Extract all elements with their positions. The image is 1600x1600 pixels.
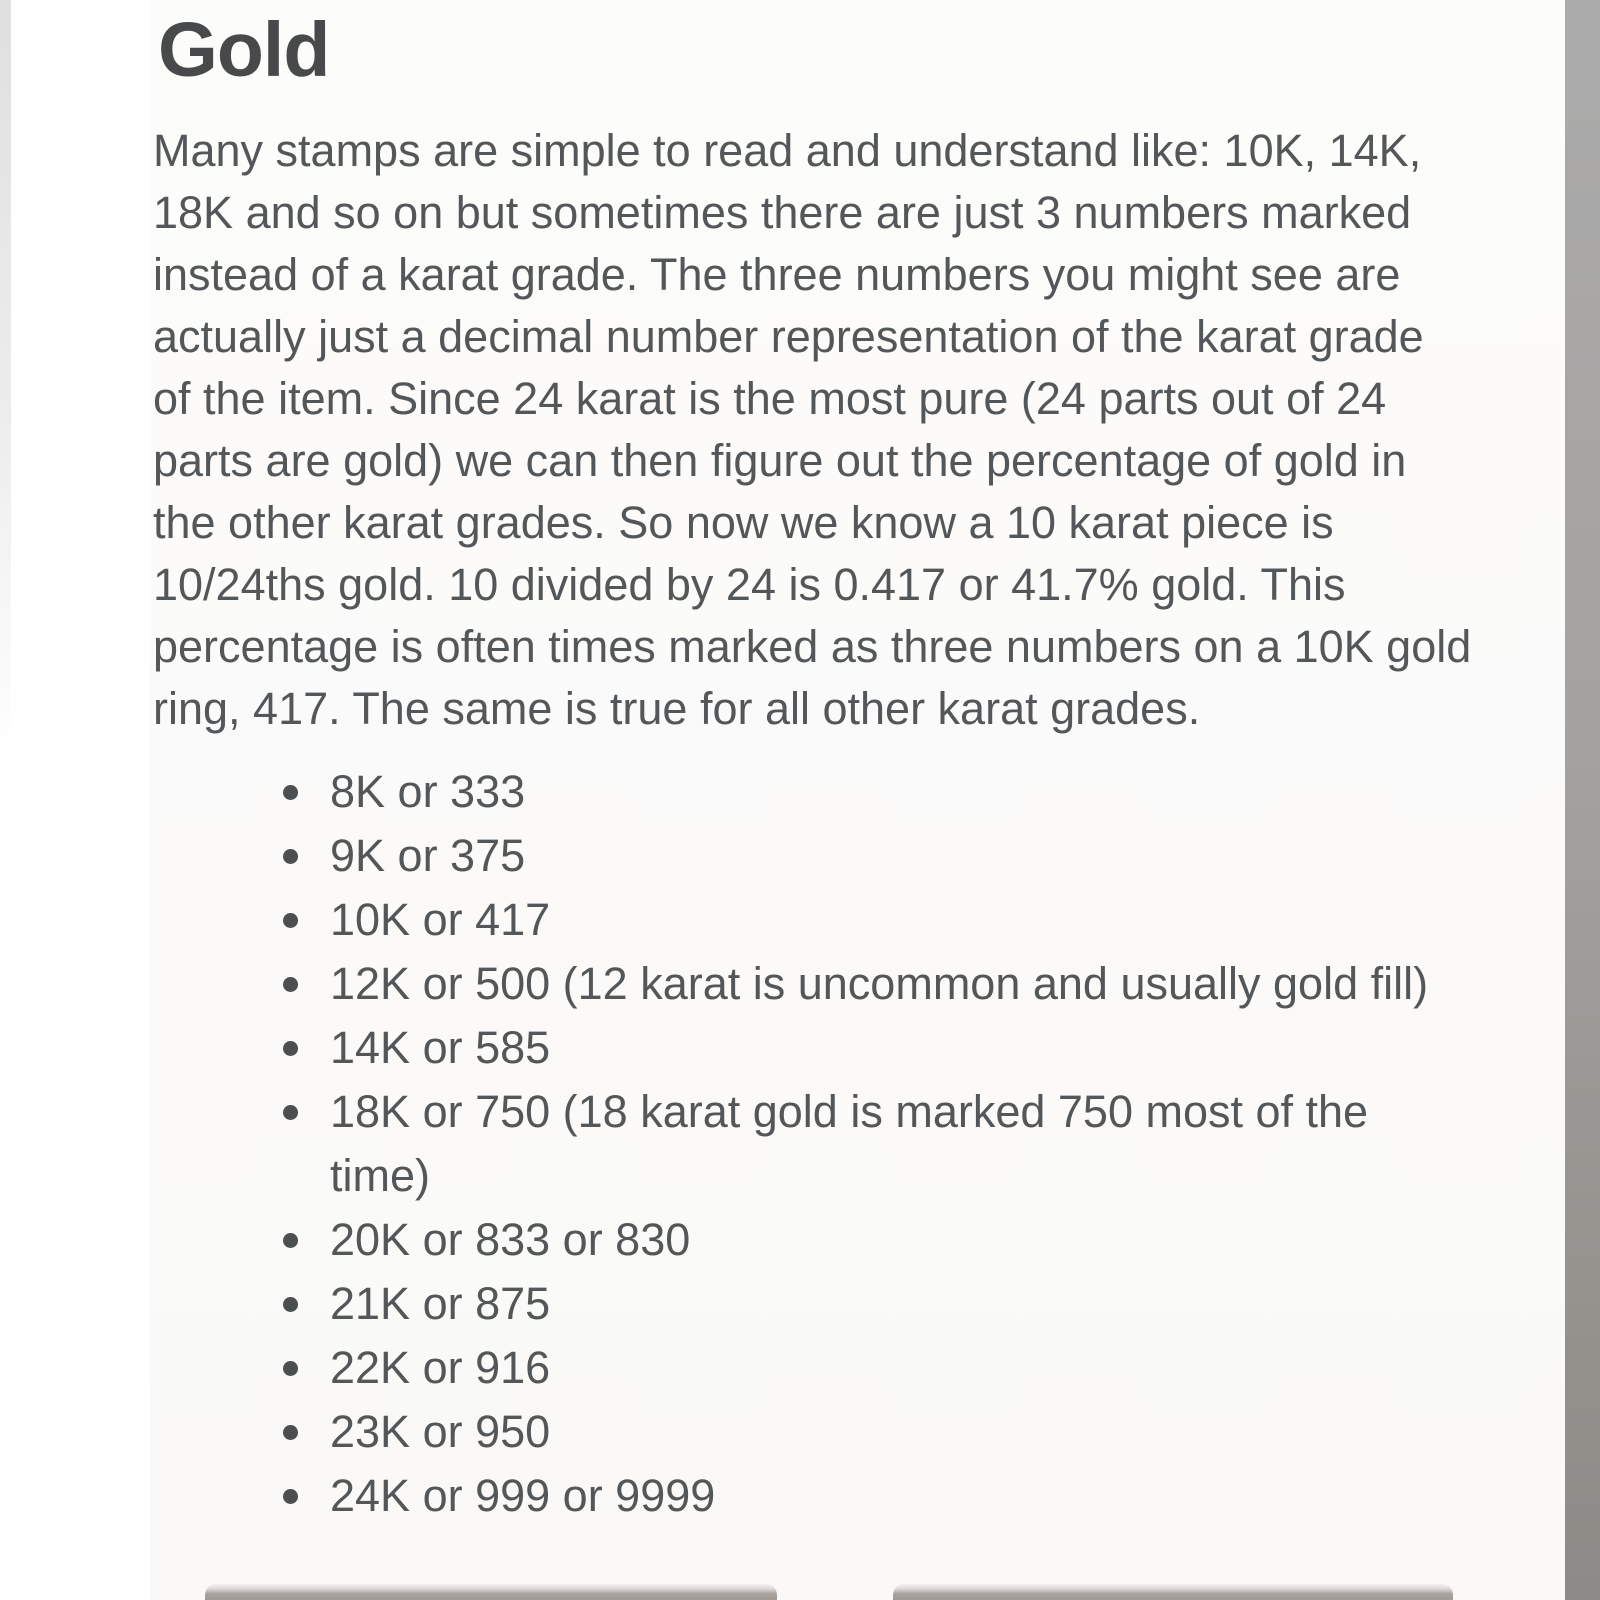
bullet-dot-icon: [283, 785, 298, 800]
bullet-dot-icon: [283, 913, 298, 928]
paragraph-line: instead of a karat grade. The three numbers you might see are: [153, 249, 1401, 300]
list-item-text: 21K or 875: [330, 1278, 551, 1329]
bottom-card-right[interactable]: [893, 1584, 1453, 1600]
list-item-text: 20K or 833 or 830: [330, 1214, 691, 1265]
list-item: [153, 1272, 1498, 1336]
bullet-dot-icon: [283, 1041, 298, 1056]
bullet-dot-icon: [283, 977, 298, 992]
paragraph-line: actually just a decimal number representation of the karat grade: [153, 311, 1424, 362]
paragraph-line: percentage is often times marked as three numbers on a 10K gold: [153, 621, 1472, 672]
bullet-dot-icon: [283, 1361, 298, 1376]
karat-grade-list: [153, 760, 1565, 1528]
list-item-text: 24K or 999 or 9999: [330, 1470, 716, 1521]
right-photo-border: [1565, 0, 1600, 1600]
list-item: [153, 824, 1498, 888]
left-photo-border: [0, 0, 150, 1600]
list-item: [153, 760, 1498, 824]
bullet-dot-icon: [283, 1297, 298, 1312]
list-item-text: 10K or 417: [330, 894, 551, 945]
list-item: [153, 1080, 1498, 1208]
list-item: [153, 1464, 1498, 1528]
paragraph-line: ring, 417. The same is true for all other karat grades.: [153, 683, 1201, 734]
paragraph-line: 10/24ths gold. 10 divided by 24 is 0.417 or 41.7% gold. This: [153, 559, 1346, 610]
list-item: [153, 888, 1498, 952]
paragraph-line: the other karat grades. So now we know a 10 karat piece is: [153, 497, 1334, 548]
bottom-card-left[interactable]: [205, 1584, 777, 1600]
bullet-dot-icon: [283, 1105, 298, 1120]
intro-paragraph: [153, 120, 1565, 740]
list-item-text-wrap: time): [330, 1150, 430, 1201]
bullet-dot-icon: [283, 1489, 298, 1504]
list-item-text: 18K or 750 (18 karat gold is marked 750 most of the: [330, 1086, 1369, 1137]
paragraph-line: 18K and so on but sometimes there are just 3 numbers marked: [153, 187, 1412, 238]
list-item: [153, 952, 1498, 1016]
list-item-text: 8K or 333: [330, 766, 526, 817]
content-area: [150, 0, 1565, 1600]
page-title: Gold: [158, 7, 330, 93]
paragraph-line: parts are gold) we can then figure out the percentage of gold in: [153, 435, 1407, 486]
paragraph-line: Many stamps are simple to read and understand like: 10K, 14K,: [153, 125, 1422, 176]
list-item: [153, 1400, 1498, 1464]
bullet-dot-icon: [283, 1233, 298, 1248]
bullet-dot-icon: [283, 849, 298, 864]
list-item: [153, 1016, 1498, 1080]
list-item-text: 12K or 500 (12 karat is uncommon and usually gold fill): [330, 958, 1429, 1009]
paragraph-line: of the item. Since 24 karat is the most pure (24 parts out of 24: [153, 373, 1387, 424]
list-item: [153, 1336, 1498, 1400]
list-item-text: 23K or 950: [330, 1406, 551, 1457]
bullet-dot-icon: [283, 1425, 298, 1440]
list-item-text: 14K or 585: [330, 1022, 551, 1073]
list-item-text: 22K or 916: [330, 1342, 551, 1393]
list-item-text: 9K or 375: [330, 830, 526, 881]
list-item: [153, 1208, 1498, 1272]
